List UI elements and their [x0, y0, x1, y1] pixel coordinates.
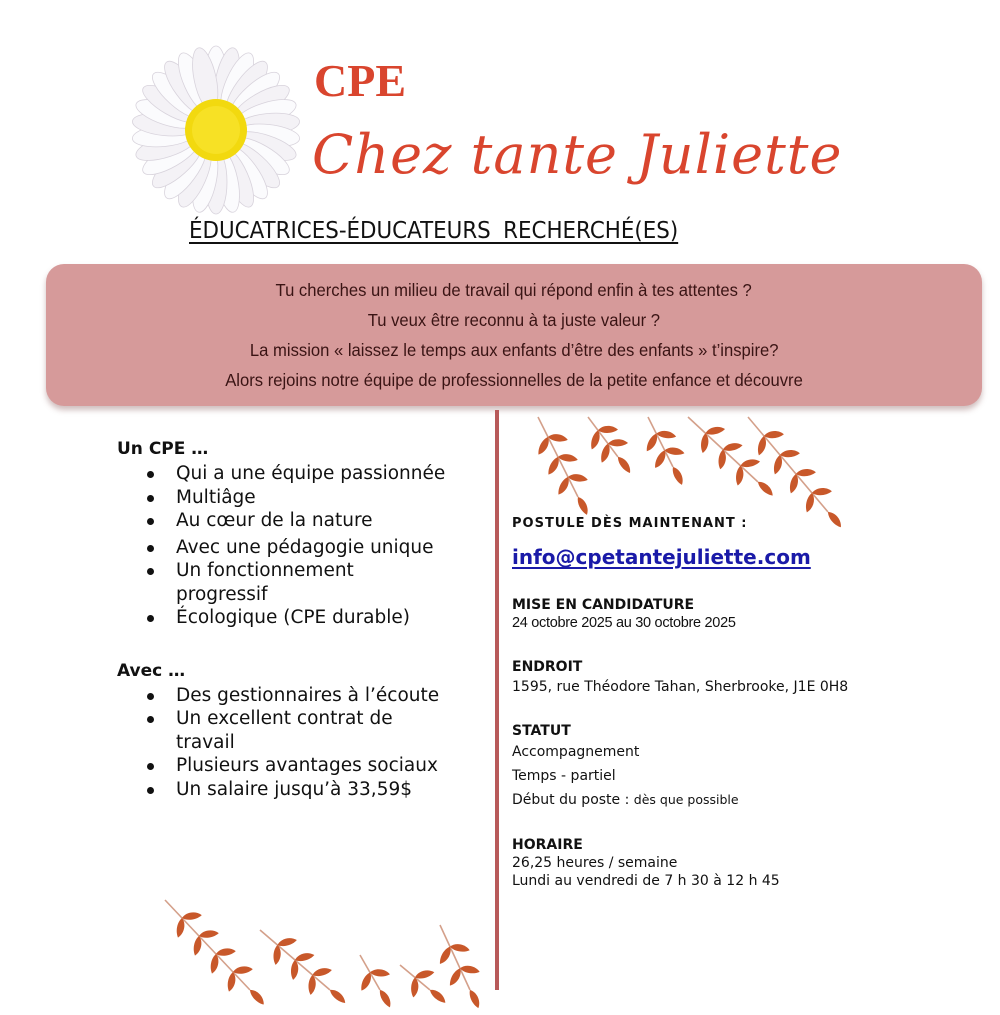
- branch-stem: [165, 900, 250, 990]
- list-item: [117, 462, 492, 486]
- schedule-hours: 26,25 heures / semaine: [512, 855, 678, 871]
- leaf: [826, 509, 844, 529]
- bullet-icon: [147, 787, 154, 794]
- cpe-features-list: [117, 462, 492, 630]
- section-title-cpe: Un CPE …: [117, 439, 209, 459]
- bullet-icon: [147, 518, 154, 525]
- list-item-text: Un salaire jusqu’à 33,59$: [176, 778, 413, 800]
- list-item-text: Écologique (CPE durable): [176, 607, 411, 628]
- leaf: [328, 987, 348, 1005]
- column-divider: [495, 410, 499, 990]
- bullet-icon: [147, 545, 154, 552]
- leaf: [575, 495, 590, 516]
- leaf: [248, 987, 267, 1006]
- list-item-text: Avec une pédagogie unique: [176, 536, 434, 558]
- list-item-text: Des gestionnaires à l’écoute: [176, 684, 440, 706]
- application-title: MISE EN CANDIDATURE: [512, 597, 695, 613]
- list-item-text: Au cœur de la nature: [176, 510, 373, 531]
- branch-stem: [748, 417, 828, 512]
- start-value: dès que possible: [633, 792, 739, 807]
- location-address: 1595, rue Théodore Tahan, Sherbrooke, J1E 0H8: [512, 679, 849, 695]
- status-title: STATUT: [512, 723, 571, 739]
- list-item-text: Plusieurs avantages sociaux: [176, 755, 438, 776]
- banner-line: Tu veux être reconnu à ta juste valeur ?: [367, 310, 661, 330]
- leaf: [608, 439, 628, 447]
- application-dates: 24 octobre 2025 au 30 octobre 2025: [512, 615, 736, 631]
- location-title: ENDROIT: [512, 659, 583, 675]
- leaf: [181, 911, 202, 921]
- schedule-days: Lundi au vendredi de 7 h 30 à 12 h 45: [512, 873, 780, 889]
- intro-banner: [46, 264, 982, 406]
- start-label: Début du poste :: [512, 792, 630, 808]
- schedule-title: HORAIRE: [512, 837, 583, 853]
- leaf: [670, 465, 685, 486]
- bullet-icon: [147, 716, 154, 723]
- bullet-icon: [147, 763, 154, 770]
- daisy-logo-image: [130, 44, 302, 216]
- banner-line: Alors rejoins notre équipe de professionnelles de la petite enfance et découvre: [225, 370, 803, 390]
- section-title-avec: Avec …: [117, 660, 186, 681]
- email-link[interactable]: info@cpetantejuliette.com: [512, 545, 811, 569]
- logo-name-text: Chez tante Juliette: [312, 123, 843, 186]
- leaf: [796, 468, 817, 477]
- leaf-branch-decoration-bottom: [140, 880, 490, 992]
- leaf: [198, 929, 219, 939]
- leaf: [467, 988, 482, 1009]
- list-item-text: Un fonctionnement progressif: [176, 560, 354, 605]
- bullet-icon: [147, 693, 154, 700]
- banner-line: Tu cherches un milieu de travail qui répond enfin à tes attentes ?: [275, 280, 753, 300]
- status-start: [512, 788, 982, 812]
- status-type: Temps - partiel: [512, 768, 616, 784]
- leaf: [232, 965, 253, 975]
- banner-line: La mission « laissez le temps aux enfants d’être des enfants » t’inspire?: [249, 340, 779, 360]
- leaf: [428, 987, 448, 1005]
- list-item-text: Multiâge: [176, 486, 256, 508]
- apply-now-label: POSTULE DÈS MAINTENANT :: [512, 516, 748, 531]
- list-item: [117, 707, 426, 754]
- list-item: [117, 606, 492, 630]
- bullet-icon: [147, 568, 154, 575]
- list-item: [117, 536, 492, 560]
- list-item: [117, 684, 492, 708]
- leaf: [616, 455, 634, 475]
- employer-benefits-list: [117, 684, 492, 802]
- list-item: [117, 509, 492, 533]
- leaf-branch-decoration-top: [508, 412, 858, 532]
- list-item-text: Qui a une équipe passionnée: [176, 463, 446, 484]
- bullet-icon: [147, 495, 154, 502]
- bullet-icon: [147, 471, 154, 478]
- list-item-text: Un excellent contrat de travail: [176, 708, 393, 753]
- leaf: [812, 487, 833, 496]
- leaf: [598, 426, 618, 434]
- leaf: [780, 449, 801, 458]
- logo-cpe-text: CPE: [314, 55, 406, 106]
- leaf: [215, 947, 236, 957]
- leaf: [377, 988, 393, 1009]
- list-item: [117, 486, 492, 510]
- list-item: [117, 754, 492, 778]
- benefits-column: [117, 438, 492, 801]
- status-role: Accompagnement: [512, 744, 640, 760]
- list-item: [117, 778, 492, 802]
- job-details-column: [512, 596, 982, 890]
- leaf: [756, 479, 776, 498]
- list-item: [117, 559, 426, 606]
- page-headline: ÉDUCATRICES-ÉDUCATEURS RECHERCHÉ(ES): [189, 218, 679, 244]
- bullet-icon: [147, 615, 154, 622]
- leaf: [764, 430, 785, 439]
